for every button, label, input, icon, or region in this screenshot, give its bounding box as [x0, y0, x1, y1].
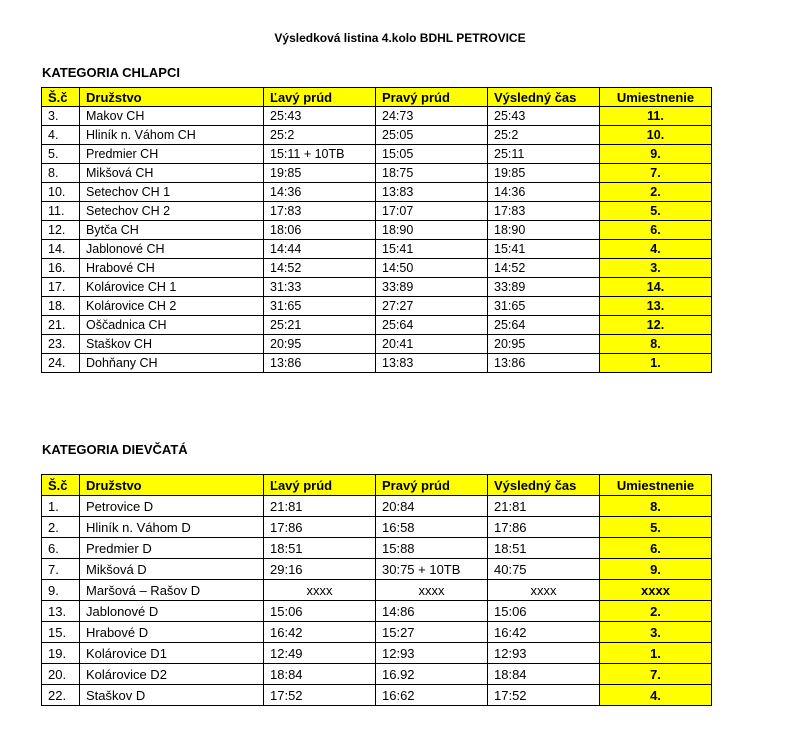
cell-left-lane: 19:85 [264, 164, 376, 183]
cell-start-number: 20. [42, 664, 80, 685]
cell-team: Predmier D [80, 538, 264, 559]
cell-right-lane: 27:27 [376, 297, 488, 316]
cell-right-lane: 18:75 [376, 164, 488, 183]
cell-placement: 9. [600, 559, 712, 580]
cell-team: Maršová – Rašov D [80, 580, 264, 601]
cell-right-lane: 13:83 [376, 354, 488, 373]
boys-category-heading: KATEGORIA CHLAPCI [42, 65, 180, 80]
table-row [42, 202, 712, 221]
cell-team: Staškov CH [80, 335, 264, 354]
cell-result-time: 25:43 [488, 107, 600, 126]
cell-placement: 3. [600, 259, 712, 278]
cell-left-lane: 14:44 [264, 240, 376, 259]
cell-placement: xxxx [600, 580, 712, 601]
table-header-row [42, 475, 712, 496]
cell-result-time: 17:86 [488, 517, 600, 538]
cell-team: Makov CH [80, 107, 264, 126]
cell-result-time: 14:36 [488, 183, 600, 202]
cell-team: Staškov D [80, 685, 264, 706]
cell-right-lane: 16:62 [376, 685, 488, 706]
cell-result-time: 18:84 [488, 664, 600, 685]
cell-team: Bytča CH [80, 221, 264, 240]
table-row [42, 316, 712, 335]
cell-left-lane: 20:95 [264, 335, 376, 354]
cell-left-lane: xxxx [264, 580, 376, 601]
cell-start-number: 21. [42, 316, 80, 335]
cell-left-lane: 18:84 [264, 664, 376, 685]
header-left-lane: Ľavý prúd [264, 88, 376, 107]
cell-right-lane: 15:41 [376, 240, 488, 259]
cell-placement: 1. [600, 354, 712, 373]
table-row [42, 643, 712, 664]
cell-left-lane: 21:81 [264, 496, 376, 517]
cell-right-lane: xxxx [376, 580, 488, 601]
cell-team: Setechov CH 1 [80, 183, 264, 202]
cell-start-number: 24. [42, 354, 80, 373]
cell-left-lane: 25:43 [264, 107, 376, 126]
cell-placement: 5. [600, 517, 712, 538]
cell-start-number: 5. [42, 145, 80, 164]
cell-result-time: xxxx [488, 580, 600, 601]
cell-team: Mikšová CH [80, 164, 264, 183]
cell-start-number: 2. [42, 517, 80, 538]
cell-start-number: 13. [42, 601, 80, 622]
cell-placement: 11. [600, 107, 712, 126]
table-row [42, 240, 712, 259]
cell-left-lane: 13:86 [264, 354, 376, 373]
cell-right-lane: 18:90 [376, 221, 488, 240]
cell-team: Mikšová D [80, 559, 264, 580]
cell-result-time: 20:95 [488, 335, 600, 354]
cell-left-lane: 12:49 [264, 643, 376, 664]
cell-result-time: 19:85 [488, 164, 600, 183]
cell-result-time: 25:2 [488, 126, 600, 145]
cell-right-lane: 33:89 [376, 278, 488, 297]
header-result-time: Výsledný čas [488, 88, 600, 107]
table-header-row [42, 88, 712, 107]
table-row [42, 664, 712, 685]
cell-right-lane: 25:64 [376, 316, 488, 335]
header-right-lane: Pravý prúd [376, 88, 488, 107]
cell-left-lane: 25:2 [264, 126, 376, 145]
cell-placement: 2. [600, 183, 712, 202]
cell-placement: 7. [600, 164, 712, 183]
cell-team: Jablonové CH [80, 240, 264, 259]
cell-team: Kolárovice D1 [80, 643, 264, 664]
table-row [42, 580, 712, 601]
cell-left-lane: 15:11 + 10TB [264, 145, 376, 164]
header-left-lane: Ľavý prúd [264, 475, 376, 496]
cell-left-lane: 18:06 [264, 221, 376, 240]
header-placement: Umiestnenie [600, 88, 712, 107]
cell-right-lane: 15:88 [376, 538, 488, 559]
cell-start-number: 16. [42, 259, 80, 278]
table-row [42, 221, 712, 240]
cell-right-lane: 25:05 [376, 126, 488, 145]
cell-start-number: 19. [42, 643, 80, 664]
cell-left-lane: 15:06 [264, 601, 376, 622]
cell-result-time: 17:83 [488, 202, 600, 221]
cell-result-time: 21:81 [488, 496, 600, 517]
cell-team: Hrabové CH [80, 259, 264, 278]
cell-right-lane: 15:05 [376, 145, 488, 164]
cell-start-number: 1. [42, 496, 80, 517]
table-row [42, 559, 712, 580]
cell-start-number: 6. [42, 538, 80, 559]
cell-placement: 6. [600, 538, 712, 559]
cell-team: Jablonové D [80, 601, 264, 622]
cell-right-lane: 20:84 [376, 496, 488, 517]
cell-left-lane: 17:52 [264, 685, 376, 706]
cell-left-lane: 31:65 [264, 297, 376, 316]
cell-result-time: 13:86 [488, 354, 600, 373]
cell-placement: 7. [600, 664, 712, 685]
cell-result-time: 15:41 [488, 240, 600, 259]
cell-right-lane: 30:75 + 10TB [376, 559, 488, 580]
table-row [42, 354, 712, 373]
header-start-number: Š.č [42, 88, 80, 107]
table-row [42, 335, 712, 354]
cell-right-lane: 13:83 [376, 183, 488, 202]
cell-start-number: 18. [42, 297, 80, 316]
header-placement: Umiestnenie [600, 475, 712, 496]
cell-right-lane: 15:27 [376, 622, 488, 643]
cell-placement: 12. [600, 316, 712, 335]
cell-result-time: 14:52 [488, 259, 600, 278]
cell-start-number: 9. [42, 580, 80, 601]
table-row [42, 622, 712, 643]
cell-result-time: 18:90 [488, 221, 600, 240]
cell-placement: 1. [600, 643, 712, 664]
girls-results-table [41, 474, 712, 706]
cell-team: Kolárovice CH 1 [80, 278, 264, 297]
cell-team: Oščadnica CH [80, 316, 264, 335]
header-result-time: Výsledný čas [488, 475, 600, 496]
table-row [42, 517, 712, 538]
cell-team: Setechov CH 2 [80, 202, 264, 221]
cell-placement: 8. [600, 496, 712, 517]
cell-placement: 4. [600, 240, 712, 259]
cell-left-lane: 14:36 [264, 183, 376, 202]
cell-team: Petrovice D [80, 496, 264, 517]
header-right-lane: Pravý prúd [376, 475, 488, 496]
cell-result-time: 16:42 [488, 622, 600, 643]
cell-start-number: 14. [42, 240, 80, 259]
cell-team: Hliník n. Váhom D [80, 517, 264, 538]
table-row [42, 496, 712, 517]
cell-start-number: 22. [42, 685, 80, 706]
cell-result-time: 40:75 [488, 559, 600, 580]
cell-team: Dohňany CH [80, 354, 264, 373]
cell-start-number: 8. [42, 164, 80, 183]
table-row [42, 145, 712, 164]
cell-placement: 8. [600, 335, 712, 354]
cell-left-lane: 18:51 [264, 538, 376, 559]
cell-placement: 5. [600, 202, 712, 221]
cell-start-number: 3. [42, 107, 80, 126]
girls-category-heading: KATEGORIA DIEVČATÁ [42, 442, 188, 457]
table-row [42, 538, 712, 559]
table-row [42, 107, 712, 126]
header-start-number: Š.č [42, 475, 80, 496]
cell-right-lane: 14:86 [376, 601, 488, 622]
header-team: Družstvo [80, 88, 264, 107]
table-row [42, 601, 712, 622]
cell-result-time: 17:52 [488, 685, 600, 706]
cell-result-time: 25:11 [488, 145, 600, 164]
cell-placement: 13. [600, 297, 712, 316]
cell-left-lane: 25:21 [264, 316, 376, 335]
document-title: Výsledková listina 4.kolo BDHL PETROVICE [274, 31, 526, 45]
cell-result-time: 25:64 [488, 316, 600, 335]
cell-start-number: 7. [42, 559, 80, 580]
cell-left-lane: 16:42 [264, 622, 376, 643]
boys-results-table [41, 87, 712, 373]
cell-right-lane: 16.92 [376, 664, 488, 685]
table-row [42, 259, 712, 278]
cell-left-lane: 29:16 [264, 559, 376, 580]
cell-placement: 2. [600, 601, 712, 622]
cell-start-number: 23. [42, 335, 80, 354]
table-row [42, 126, 712, 145]
cell-right-lane: 14:50 [376, 259, 488, 278]
cell-result-time: 18:51 [488, 538, 600, 559]
cell-left-lane: 31:33 [264, 278, 376, 297]
table-row [42, 183, 712, 202]
cell-placement: 14. [600, 278, 712, 297]
cell-result-time: 12:93 [488, 643, 600, 664]
cell-team: Hrabové D [80, 622, 264, 643]
cell-team: Predmier CH [80, 145, 264, 164]
cell-start-number: 4. [42, 126, 80, 145]
cell-team: Kolárovice CH 2 [80, 297, 264, 316]
cell-left-lane: 17:83 [264, 202, 376, 221]
cell-placement: 3. [600, 622, 712, 643]
cell-start-number: 11. [42, 202, 80, 221]
cell-start-number: 17. [42, 278, 80, 297]
cell-placement: 10. [600, 126, 712, 145]
cell-right-lane: 24:73 [376, 107, 488, 126]
cell-result-time: 31:65 [488, 297, 600, 316]
cell-result-time: 15:06 [488, 601, 600, 622]
cell-left-lane: 14:52 [264, 259, 376, 278]
cell-placement: 6. [600, 221, 712, 240]
table-row [42, 685, 712, 706]
table-row [42, 278, 712, 297]
cell-right-lane: 17:07 [376, 202, 488, 221]
cell-right-lane: 20:41 [376, 335, 488, 354]
header-team: Družstvo [80, 475, 264, 496]
cell-right-lane: 16:58 [376, 517, 488, 538]
table-row [42, 164, 712, 183]
cell-start-number: 12. [42, 221, 80, 240]
cell-left-lane: 17:86 [264, 517, 376, 538]
cell-placement: 9. [600, 145, 712, 164]
cell-placement: 4. [600, 685, 712, 706]
cell-start-number: 15. [42, 622, 80, 643]
cell-start-number: 10. [42, 183, 80, 202]
cell-result-time: 33:89 [488, 278, 600, 297]
cell-team: Hliník n. Váhom CH [80, 126, 264, 145]
cell-right-lane: 12:93 [376, 643, 488, 664]
table-row [42, 297, 712, 316]
cell-team: Kolárovice D2 [80, 664, 264, 685]
